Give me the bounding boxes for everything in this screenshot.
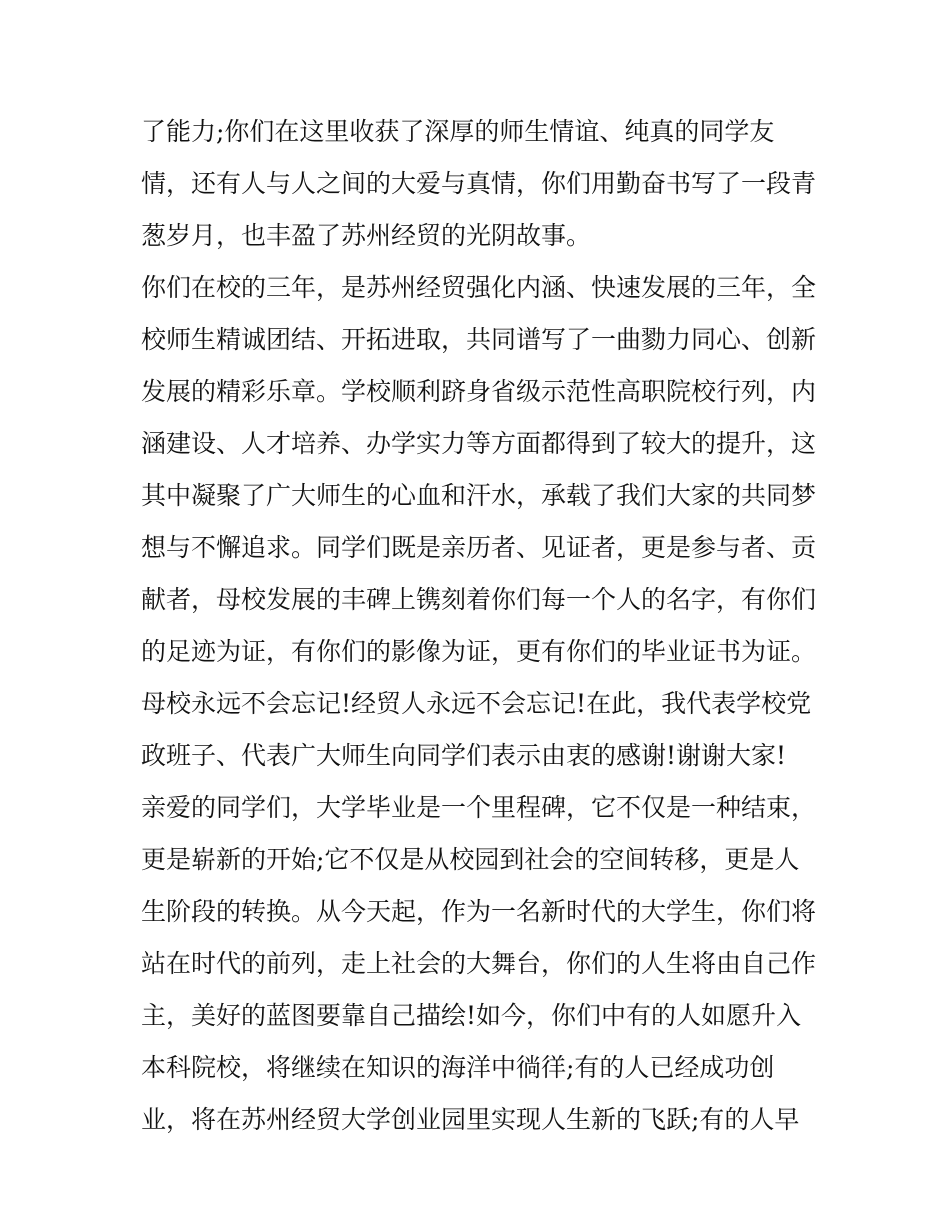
text-line: 想与不懈追求。同学们既是亲历者、见证者，更是参与者、贡	[141, 533, 817, 562]
text-line: 发展的精彩乐章。学校顺利跻身省级示范性高职院校行列，内	[141, 377, 817, 406]
text-line: 你们在校的三年，是苏州经贸强化内涵、快速发展的三年，全	[141, 273, 817, 302]
text-line: 的足迹为证，有你们的影像为证，更有你们的毕业证书为证。	[141, 637, 817, 666]
text-line: 校师生精诚团结、开拓进取，共同谱写了一曲勠力同心、创新	[141, 325, 817, 354]
text-line: 生阶段的转换。从今天起，作为一名新时代的大学生，你们将	[141, 897, 817, 926]
text-line: 母校永远不会忘记!经贸人永远不会忘记!在此，我代表学校党	[141, 689, 812, 718]
text-line: 站在时代的前列，走上社会的大舞台，你们的人生将由自己作	[141, 949, 817, 978]
text-line: 其中凝聚了广大师生的心血和汗水，承载了我们大家的共同梦	[141, 481, 817, 510]
text-line: 亲爱的同学们，大学毕业是一个里程碑，它不仅是一种结束，	[141, 793, 817, 822]
text-line: 更是崭新的开始;它不仅是从校园到社会的空间转移，更是人	[141, 845, 800, 874]
text-line: 献者，母校发展的丰碑上镌刻着你们每一个人的名字，有你们	[141, 585, 817, 614]
text-line: 业，将在苏州经贸大学创业园里实现人生新的飞跃;有的人早	[141, 1105, 800, 1134]
text-line: 涵建设、人才培养、办学实力等方面都得到了较大的提升，这	[141, 429, 817, 458]
text-line: 情，还有人与人之间的大爱与真情，你们用勤奋书写了一段青	[141, 169, 817, 198]
text-line: 主，美好的蓝图要靠自己描绘!如今，你们中有的人如愿升入	[141, 1001, 802, 1030]
body-text	[141, 106, 821, 1146]
text-line: 了能力;你们在这里收获了深厚的师生情谊、纯真的同学友	[141, 117, 775, 146]
text-line: 本科院校，将继续在知识的海洋中徜徉;有的人已经成功创	[141, 1053, 775, 1082]
text-line: 葱岁月，也丰盈了苏州经贸的光阴故事。	[141, 221, 592, 250]
text-line: 政班子、代表广大师生向同学们表示由衷的感谢!谢谢大家!	[141, 741, 787, 770]
